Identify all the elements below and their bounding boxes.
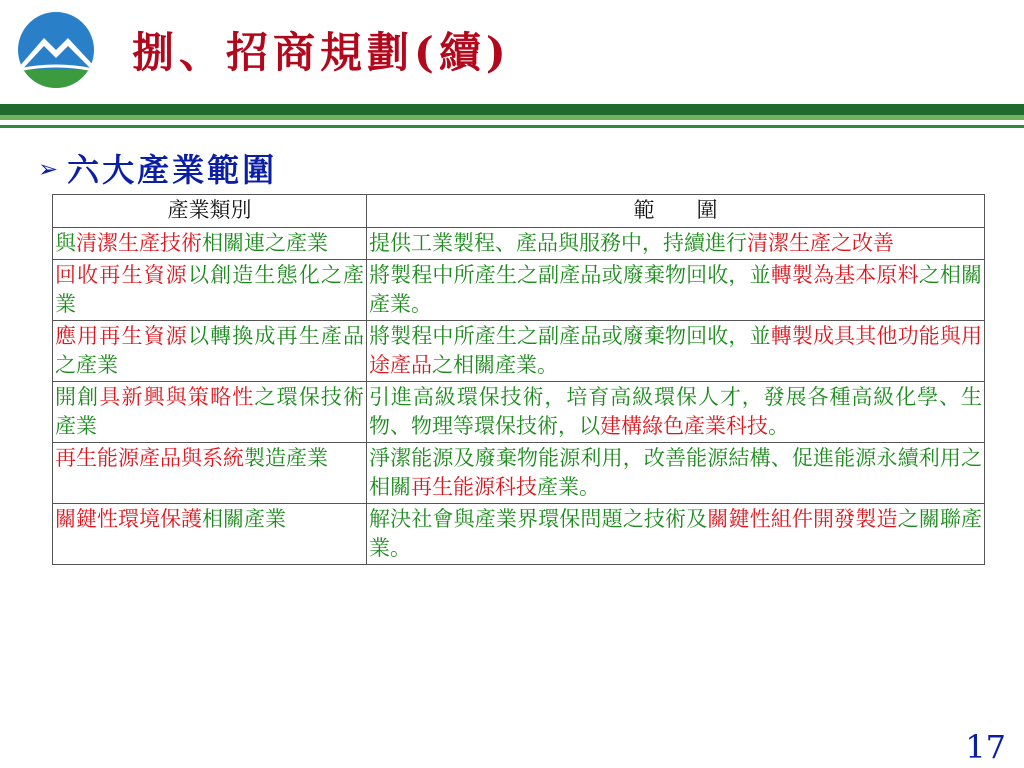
header-divider-light bbox=[0, 115, 1024, 120]
header-scope: 範 圍 bbox=[367, 195, 985, 228]
header-divider-thin bbox=[0, 125, 1024, 128]
table-row bbox=[53, 228, 985, 260]
category-cell: 開創具新興與策略性之環保技術產業 bbox=[53, 382, 367, 443]
industry-scope-table bbox=[52, 194, 985, 565]
category-cell: 回收再生資源以創造生態化之產業 bbox=[53, 260, 367, 321]
page-number: 17 bbox=[965, 728, 1006, 766]
table-row bbox=[53, 321, 985, 382]
scope-cell: 將製程中所產生之副產品或廢棄物回收，並轉製成具其他功能與用途產品之相關產業。 bbox=[367, 321, 985, 382]
table-row bbox=[53, 382, 985, 443]
table-header-row bbox=[53, 195, 985, 228]
table-row bbox=[53, 443, 985, 504]
scope-cell: 引進高級環保技術，培育高級環保人才，發展各種高級化學、生物、物理等環保技術，以建構綠色產業科技。 bbox=[367, 382, 985, 443]
scope-cell: 解決社會與產業界環保問題之技術及關鍵性組件開發製造之關聯產業。 bbox=[367, 504, 985, 565]
scope-cell: 淨潔能源及廢棄物能源利用，改善能源結構、促進能源永續利用之相關再生能源科技產業。 bbox=[367, 443, 985, 504]
arrow-bullet-icon: ➢ bbox=[38, 155, 62, 183]
table-row bbox=[53, 504, 985, 565]
section-heading-text: 六大產業範圍 bbox=[67, 151, 278, 189]
category-cell: 應用再生資源以轉換成再生產品之產業 bbox=[53, 321, 367, 382]
category-cell: 再生能源產品與系統製造產業 bbox=[53, 443, 367, 504]
table-row bbox=[53, 260, 985, 321]
category-cell: 與清潔生產技術相關連之產業 bbox=[53, 228, 367, 260]
company-logo bbox=[14, 8, 98, 92]
section-heading bbox=[38, 145, 277, 191]
header-category: 產業類別 bbox=[53, 195, 367, 228]
slide-title: 捌、招商規劃(續) bbox=[132, 28, 511, 77]
header-divider-dark bbox=[0, 104, 1024, 115]
scope-cell: 將製程中所產生之副產品或廢棄物回收，並轉製為基本原料之相關產業。 bbox=[367, 260, 985, 321]
scope-cell: 提供工業製程、產品與服務中，持續進行清潔生產之改善 bbox=[367, 228, 985, 260]
category-cell: 關鍵性環境保護相關產業 bbox=[53, 504, 367, 565]
